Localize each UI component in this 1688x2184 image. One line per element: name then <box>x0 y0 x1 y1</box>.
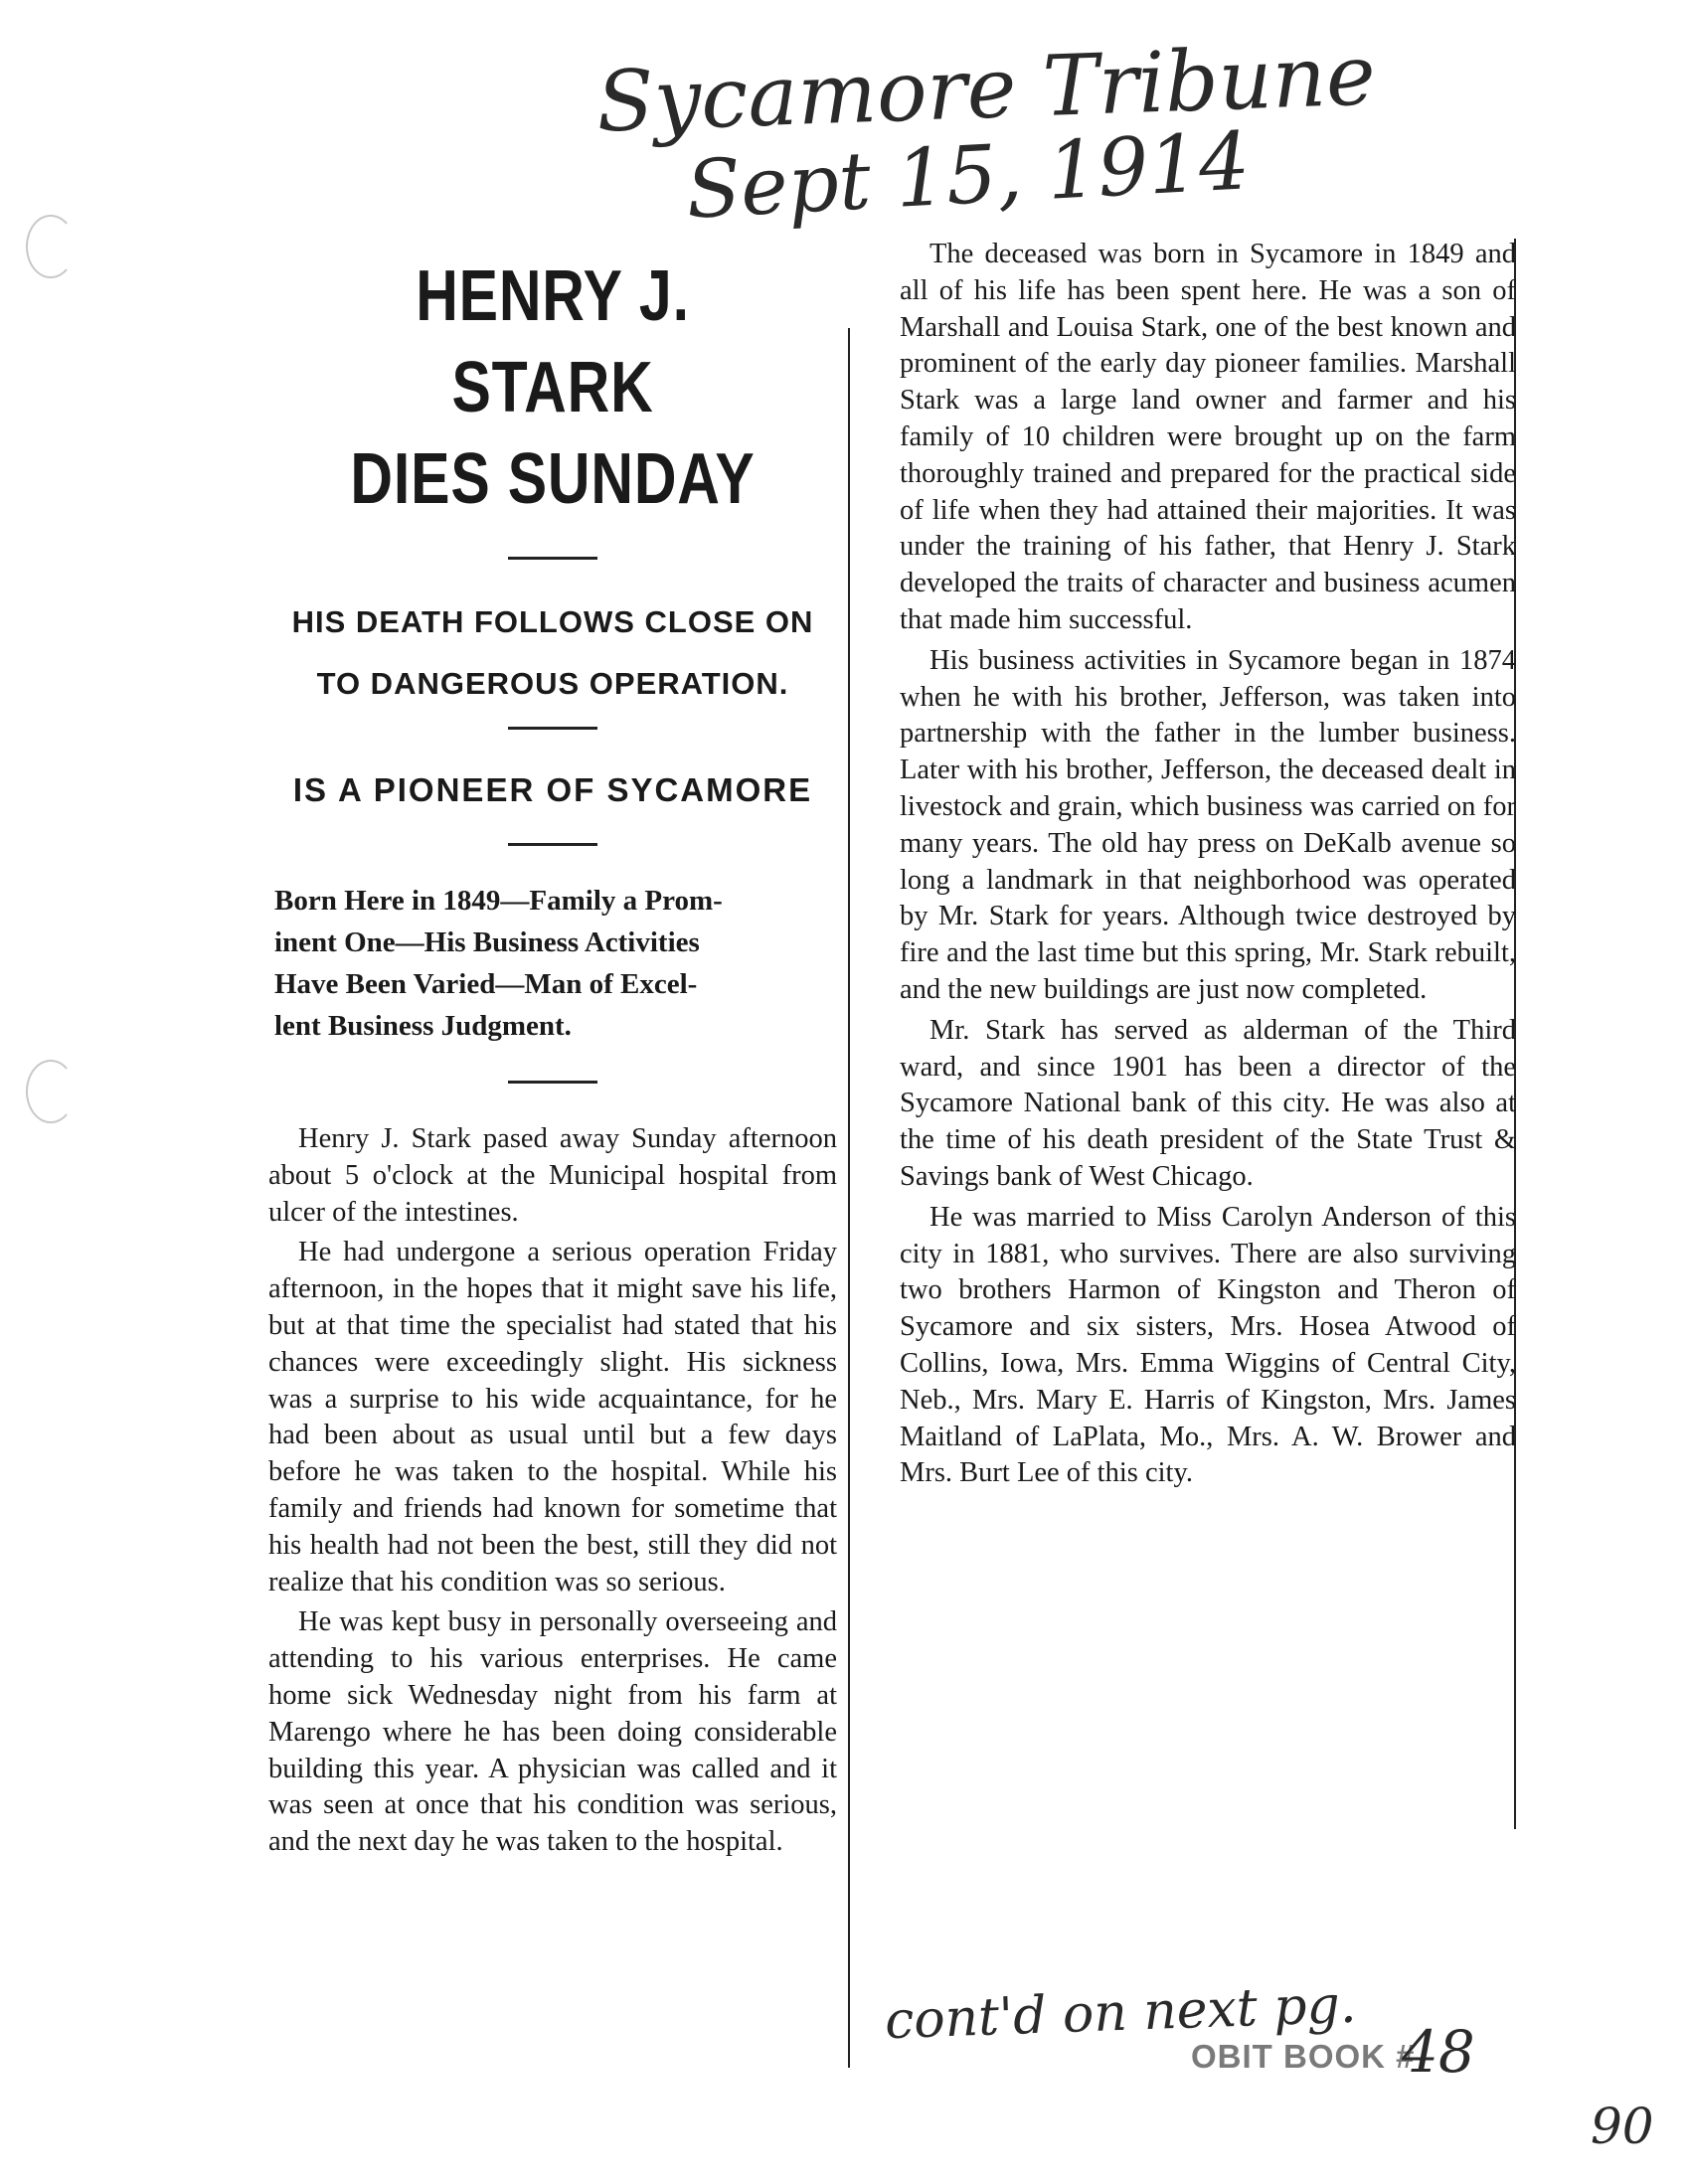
headline-line-1: HENRY J. STARK <box>416 256 690 427</box>
article-body-left <box>268 1121 837 1861</box>
subhead-line-2: TO DANGEROUS OPERATION. <box>316 666 789 701</box>
deck-line: inent One—His Business Activities <box>274 926 700 958</box>
handwritten-obit-number: 48 <box>1402 2018 1475 2086</box>
headline-line-2: DIES SUNDAY <box>350 439 756 519</box>
handwritten-source: Sycamore Tribune <box>594 26 1378 151</box>
handwritten-date: Sept 15, 1914 <box>683 114 1253 237</box>
binder-hole-top <box>26 215 76 278</box>
divider <box>508 1081 597 1084</box>
article-right-column <box>900 237 1516 1492</box>
paragraph: He had undergone a serious operation Friday afternoon, in the hopes that it might save his life, but at that time the specialist had stated that his chances were exceedingly slight. His sickness was a surprise to his wide acquaintance, for he had been about as usual until but a few days before he was taken to the hospital. While his family and friends had known for sometime that his health had not been the best, still they did not realize that his condition was so serious. <box>268 1237 837 1597</box>
handwritten-page-number: 90 <box>1591 2098 1654 2155</box>
binder-hole-middle <box>26 1060 76 1123</box>
column-rule-middle <box>848 328 850 2068</box>
subhead-pioneer: IS A PIONEER OF SYCAMORE <box>292 771 813 808</box>
deck-line: lent Business Judgment. <box>274 1010 572 1042</box>
divider <box>508 843 597 846</box>
divider <box>508 727 597 730</box>
handwritten-continued-note: cont'd on next pg. <box>884 1974 1358 2052</box>
paragraph: Mr. Stark has served as alderman of the Third ward, and since 1901 has been a director of the Sycamore National bank of this city. He was also at the time of his death president of the State Trust & Savings bank of West Chicago. <box>900 1014 1516 1192</box>
paragraph: He was married to Miss Carolyn Anderson of this city in 1881, who survives. There are also surviving two brothers Harmon of Kingston and Theron of Sycamore and six sisters, Mrs. Hosea Atwood of Collins, Iowa, Mrs. Emma Wiggins of Central City, Neb., Mrs. Mary E. Harris of Kingston, Mrs. James Maitland of LaPlata, Mo., Mrs. A. W. Brower and Mrs. Burt Lee of this city. <box>900 1201 1516 1489</box>
deck-line: Have Been Varied—Man of Excel- <box>274 968 698 1000</box>
paragraph: He was kept busy in personally overseeing and attending to his various enterprises. He came home sick Wednesday night from his farm at Marengo where he has been doing considerable building this year. A physician was called and it was seen at once that his condition was serious, and the next day he was taken to the hospital. <box>268 1606 837 1858</box>
paragraph: The deceased was born in Sycamore in 1849 and all of his life has been spent here. He was a son of Marshall and Louisa Stark, one of the best known and prominent of the early day pioneer families. Marshall Stark was a large land owner and farmer and his family of 10 children were brought up on the farm thoroughly trained and prepared for the practical side of life when they had attained their majorities. It was under the training of his father, that Henry J. Stark developed the traits of character and business acumen that made him successful. <box>900 239 1516 635</box>
divider <box>508 557 597 560</box>
deck-line: Born Here in 1849—Family a Prom- <box>274 885 723 917</box>
subhead-line-1: HIS DEATH FOLLOWS CLOSE ON <box>291 604 814 639</box>
obit-book-stamp: OBIT BOOK # <box>1191 2038 1416 2075</box>
article-left-column <box>268 239 837 1861</box>
paragraph: His business activities in Sycamore began in 1874 when he with his brother, Jefferson, was taken into partnership with the father in the lumber business. Later with his brother, Jefferson, the deceased dealt in livestock and grain, which business was carried on for many years. The old hay press on DeKalb avenue so long a landmark in that neighborhood was operated by Mr. Stark for years. Although twice destroyed by fire and the last time but this spring, Mr. Stark rebuilt, and the new buildings are just now completed. <box>900 644 1516 1005</box>
paragraph: Henry J. Stark pased away Sunday afternoon about 5 o'clock at the Municipal hospital from ulcer of the intestines. <box>268 1123 837 1228</box>
deck <box>274 880 837 1047</box>
